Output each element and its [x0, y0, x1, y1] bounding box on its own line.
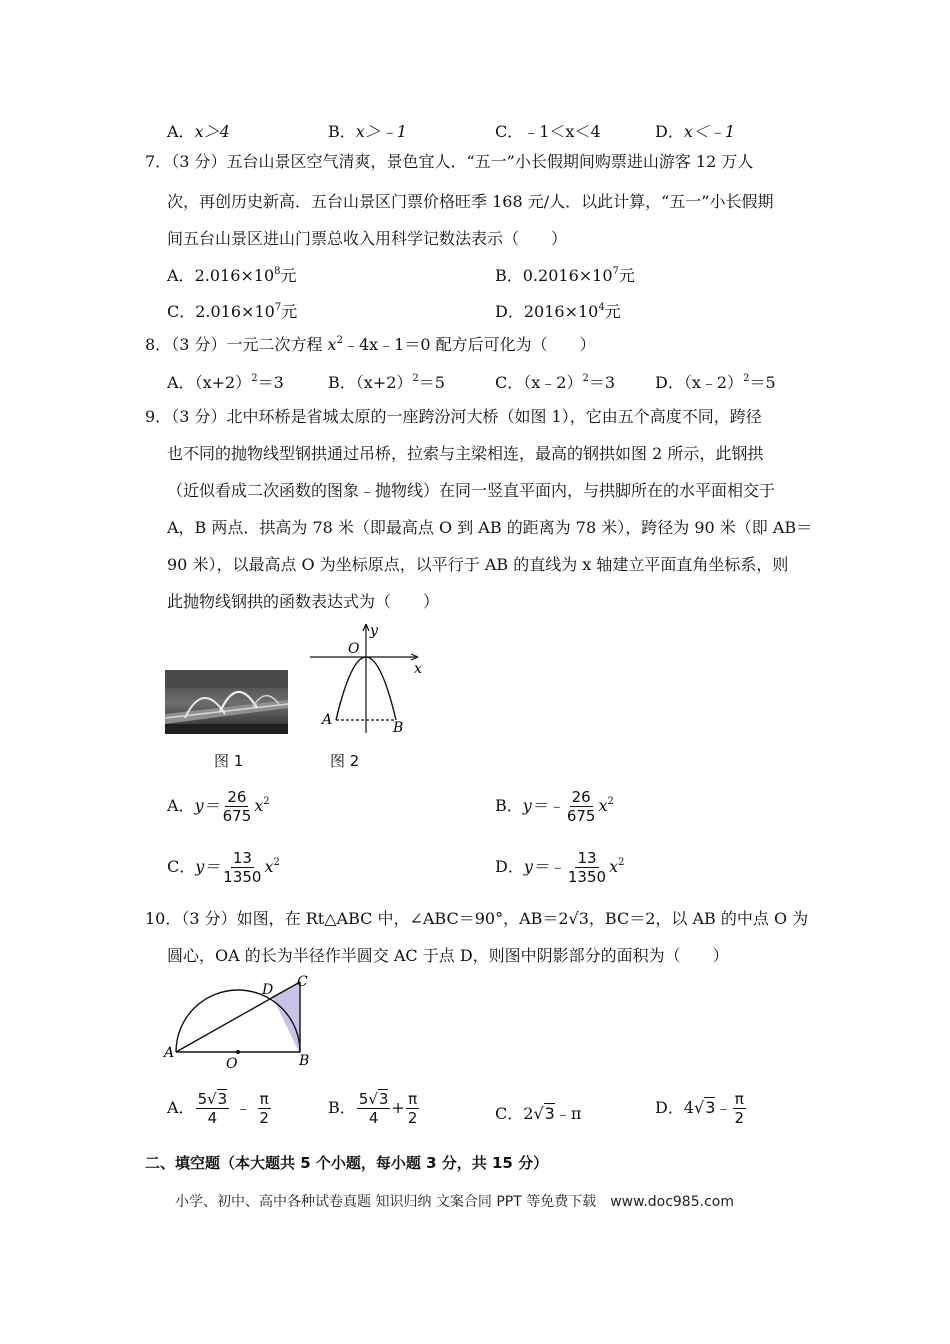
q6-option-d: D．x＜﹣1	[655, 122, 736, 141]
fig1-caption: 图 1	[214, 752, 244, 770]
q10-option-b: B． $\frac{5√3}{4}$ + $\frac{\pi}{2}$	[328, 1090, 418, 1127]
q8-stem: 8．（3 分）一元二次方程 $x^2﹣4x﹣1=0$ 配方后可化为（ ）	[145, 335, 596, 354]
q8-option-b: B．$(x+2)^2=5$	[328, 373, 445, 392]
q9-line3: （近似看成二次函数的图象﹣抛物线）在同一竖直平面内，与拱脚所在的水平面相交于	[167, 481, 776, 500]
q9-line1: 9．（3 分）北中环桥是省城太原的一座跨汾河大桥（如图 1），它由五个高度不同，跨径	[145, 407, 762, 426]
point-b-label: B	[299, 1053, 310, 1069]
x-axis-label: x	[414, 661, 422, 677]
q6-option-c: C．﹣1＜x＜4	[495, 122, 601, 141]
point-b-label: B	[393, 720, 404, 736]
q9-line4: A，B 两点．拱高为 78 米（即最高点 O 到 AB 的距离为 78 米），跨径为 90 米（即 AB＝	[167, 518, 813, 537]
q8-option-d: D．（x﹣2）$^2$＝5	[655, 373, 776, 392]
q10-option-d: D．4√3﹣ $\frac{\pi}{2}$	[655, 1090, 744, 1127]
q7-option-a: A．$2.016\times 10^8$元	[167, 266, 297, 285]
fig2-caption: 图 2	[330, 752, 360, 770]
q10-line2: 圆心，OA 的长为半径作半圆交 AC 于点 D，则图中阴影部分的面积为（ ）	[167, 946, 729, 965]
q7-option-c: C．$2.016\times 10^7$元	[167, 302, 298, 321]
point-a-label: A	[322, 712, 333, 728]
q9-line6: 此抛物线钢拱的函数表达式为（ ）	[167, 592, 440, 611]
point-o-label: O	[226, 1056, 238, 1070]
q10-option-a: A． $\frac{5√3}{4}$ ﹣ $\frac{\pi}{2}$	[167, 1090, 269, 1127]
q9-option-a: A．y＝ $\frac{26}{675}$ $x^2$	[167, 788, 270, 825]
q9-line5: 90 米），以最高点 O 为坐标原点，以平行于 AB 的直线为 x 轴建立平面直角坐标系，则	[167, 555, 789, 574]
point-d-label: D	[262, 982, 274, 998]
q9-option-c: C．y＝ $\frac{13}{1350}$ $x^2$	[167, 849, 280, 886]
q10-option-c: C．2√3﹣π	[495, 1104, 582, 1123]
parabola-figure	[308, 618, 428, 740]
point-a-label: A	[164, 1045, 175, 1061]
bridge-photo	[165, 670, 288, 734]
q7-line3: 间五台山景区进山门票总收入用科学记数法表示（ ）	[167, 229, 568, 248]
footer-text: 小学、初中、高中各种试卷真题 知识归纳 文案合同 PPT 等免费下载 www.doc985.com	[175, 1194, 734, 1210]
point-c-label: C	[297, 974, 308, 990]
q9-option-d: D．y＝﹣ $\frac{13}{1350}$ $x^2$	[495, 849, 625, 886]
q10-line1: 10．（3 分）如图，在 Rt△ABC 中，∠ABC＝90°，AB＝2√3，BC＝2，以 AB 的中点 O 为	[145, 909, 809, 928]
origin-label: O	[348, 641, 360, 657]
q6-option-b: B．x＞﹣1	[328, 122, 407, 141]
q7-option-b: B．$0.2016\times 10^7$元	[495, 266, 635, 285]
q8-option-a: A．$(x+2)^2=3$	[167, 373, 284, 392]
section-heading: 二、填空题（本大题共 5 个小题，每小题 3 分，共 15 分）	[145, 1154, 549, 1172]
shaded-region	[272, 982, 300, 1054]
semicircle-figure	[160, 972, 320, 1070]
q7-option-d: D．$2016\times 10^4$元	[495, 302, 621, 321]
q8-option-c: C．（x﹣2）$^2$＝3	[495, 373, 616, 392]
q9-option-b: B．y＝﹣ $\frac{26}{675}$ $x^2$	[495, 788, 614, 825]
q6-option-a: A．x＞4	[167, 122, 230, 141]
q7-line1: 7．（3 分）五台山景区空气清爽，景色宜人．“五一”小长假期间购票进山游客 12 万人	[145, 152, 754, 171]
y-axis-label: y	[370, 623, 378, 639]
q7-line2: 次，再创历史新高．五台山景区门票价格旺季 168 元/人．以此计算，“五一”小长假期	[167, 192, 774, 211]
q9-line2: 也不同的抛物线型钢拱通过吊桥，拉索与主梁相连，最高的钢拱如图 2 所示，此钢拱	[167, 444, 764, 463]
